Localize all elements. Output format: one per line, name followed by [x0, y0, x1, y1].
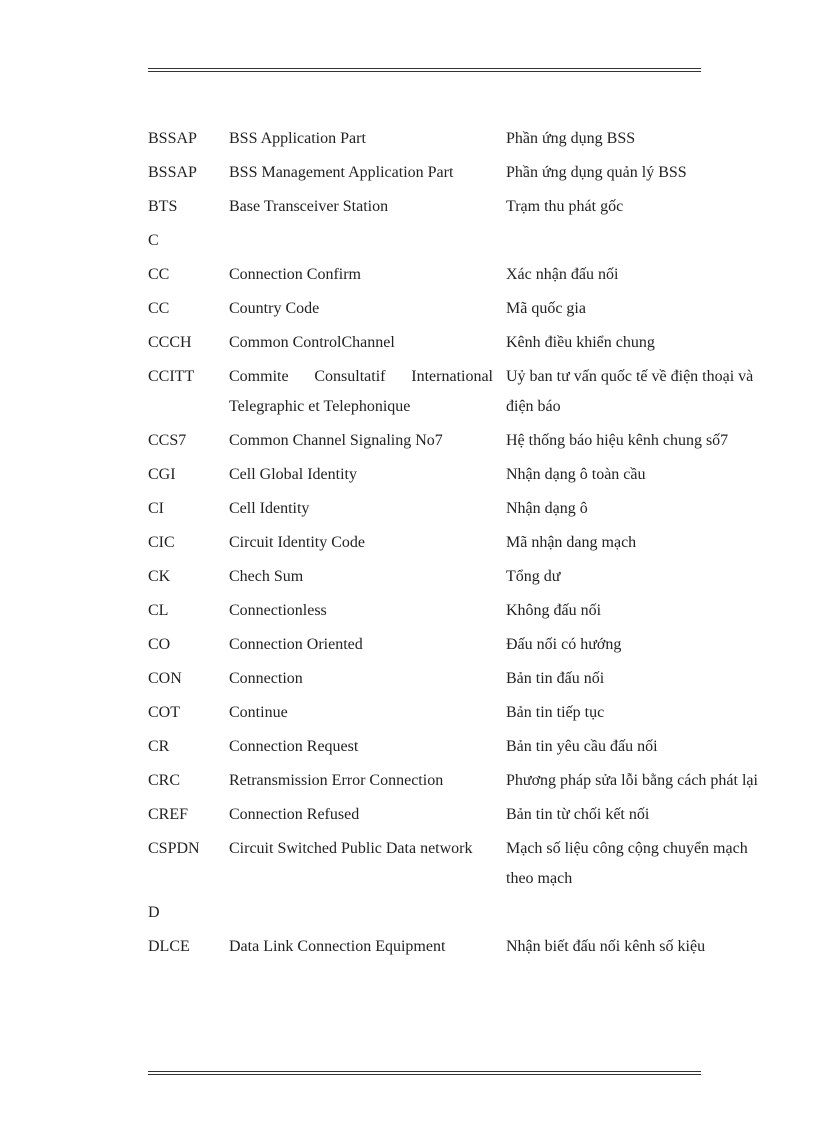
abbreviation: CC	[148, 300, 170, 317]
abbreviation: CL	[148, 602, 169, 619]
meaning: Nhận biết đấu nối kênh số kiệu	[506, 938, 706, 955]
abbreviation: CC	[148, 266, 170, 283]
abbreviation: CSPDN	[148, 840, 200, 857]
term: Country Code	[229, 300, 320, 317]
term: Data Link Connection Equipment	[229, 938, 446, 955]
term: Circuit Identity Code	[229, 534, 365, 551]
glossary-row	[148, 192, 788, 222]
term: Common ControlChannel	[229, 334, 395, 351]
term: Common Channel Signaling No7	[229, 432, 443, 449]
meaning: Trạm thu phát gốc	[506, 198, 624, 215]
term: Circuit Switched Public Data network	[229, 840, 473, 857]
term: Retransmission Error Connection	[229, 772, 444, 789]
term: Cell Identity	[229, 500, 310, 517]
glossary-row	[148, 362, 788, 422]
glossary-row	[148, 158, 788, 188]
term: Connection Confirm	[229, 266, 361, 283]
abbreviation: CCITT	[148, 368, 195, 385]
meaning: Mã quốc gia	[506, 300, 586, 317]
meaning: Bản tin từ chối kết nối	[506, 806, 650, 823]
section-letter: C	[148, 232, 159, 249]
meaning: Bản tin tiếp tục	[506, 704, 605, 721]
glossary-row	[148, 630, 788, 660]
abbreviation: CGI	[148, 466, 176, 483]
glossary-row	[148, 732, 788, 762]
abbreviation: CON	[148, 670, 182, 687]
meaning: Hệ thống báo hiệu kênh chung số7	[506, 432, 729, 449]
meaning: Phần ứng dụng quản lý BSS	[506, 164, 687, 181]
section-letter: D	[148, 904, 160, 921]
glossary-row	[148, 328, 788, 358]
meaning: Không đấu nối	[506, 602, 602, 619]
glossary-row	[148, 124, 788, 154]
term: Cell Global Identity	[229, 466, 357, 483]
meaning: Nhận dạng ô	[506, 500, 588, 517]
abbreviation: BTS	[148, 198, 178, 215]
glossary-row	[148, 562, 788, 592]
abbreviation: CR	[148, 738, 170, 755]
glossary-row	[148, 426, 788, 456]
term: Connection Request	[229, 738, 359, 755]
abbreviation: COT	[148, 704, 180, 721]
term: Base Transceiver Station	[229, 198, 389, 215]
glossary-row	[148, 664, 788, 694]
term: Connection Refused	[229, 806, 360, 823]
term: Connection	[229, 670, 303, 687]
abbreviation: CCS7	[148, 432, 187, 449]
section-letter-row	[148, 226, 788, 256]
glossary-table	[148, 124, 788, 966]
footer-rule	[148, 1071, 701, 1075]
glossary-row	[148, 698, 788, 728]
glossary-row	[148, 932, 788, 962]
term: BSS Management Application Part	[229, 164, 454, 181]
term: Connection Oriented	[229, 636, 363, 653]
abbreviation: CREF	[148, 806, 189, 823]
glossary-row	[148, 294, 788, 324]
term: Continue	[229, 704, 288, 721]
term: BSS Application Part	[229, 130, 366, 147]
glossary-row	[148, 494, 788, 524]
term: Commite Consultatif International Telegraphic et Telephonique	[229, 368, 493, 415]
glossary-row	[148, 800, 788, 830]
meaning: Bản tin yêu cầu đấu nối	[506, 738, 658, 755]
meaning: Mạch số liệu công cộng chuyển mạch theo mạch	[506, 840, 748, 887]
glossary-row	[148, 260, 788, 290]
abbreviation: CCCH	[148, 334, 192, 351]
glossary-row	[148, 766, 788, 796]
glossary-row	[148, 528, 788, 558]
meaning: Uỷ ban tư vấn quốc tế về điện thoại và điện báo	[506, 368, 754, 415]
meaning: Nhận dạng ô toàn cầu	[506, 466, 646, 483]
meaning: Phương pháp sửa lỗi bằng cách phát lại	[506, 772, 758, 789]
abbreviation: CRC	[148, 772, 181, 789]
abbreviation: DLCE	[148, 938, 190, 955]
abbreviation: CIC	[148, 534, 175, 551]
term: Connectionless	[229, 602, 327, 619]
abbreviation: CO	[148, 636, 171, 653]
meaning: Mã nhận dang mạch	[506, 534, 637, 551]
abbreviation: CK	[148, 568, 171, 585]
term: Chech Sum	[229, 568, 304, 585]
glossary-row	[148, 596, 788, 626]
meaning: Đấu nối có hướng	[506, 636, 622, 653]
abbreviation: BSSAP	[148, 130, 197, 147]
meaning: Bản tin đấu nối	[506, 670, 605, 687]
glossary-row	[148, 460, 788, 490]
abbreviation: BSSAP	[148, 164, 197, 181]
header-rule	[148, 68, 701, 72]
meaning: Kênh điều khiển chung	[506, 334, 655, 351]
meaning: Tổng dư	[506, 568, 561, 585]
section-letter-row	[148, 898, 788, 928]
meaning: Phần ứng dụng BSS	[506, 130, 636, 147]
glossary-row	[148, 834, 788, 894]
abbreviation: CI	[148, 500, 164, 517]
meaning: Xác nhận đấu nối	[506, 266, 619, 283]
